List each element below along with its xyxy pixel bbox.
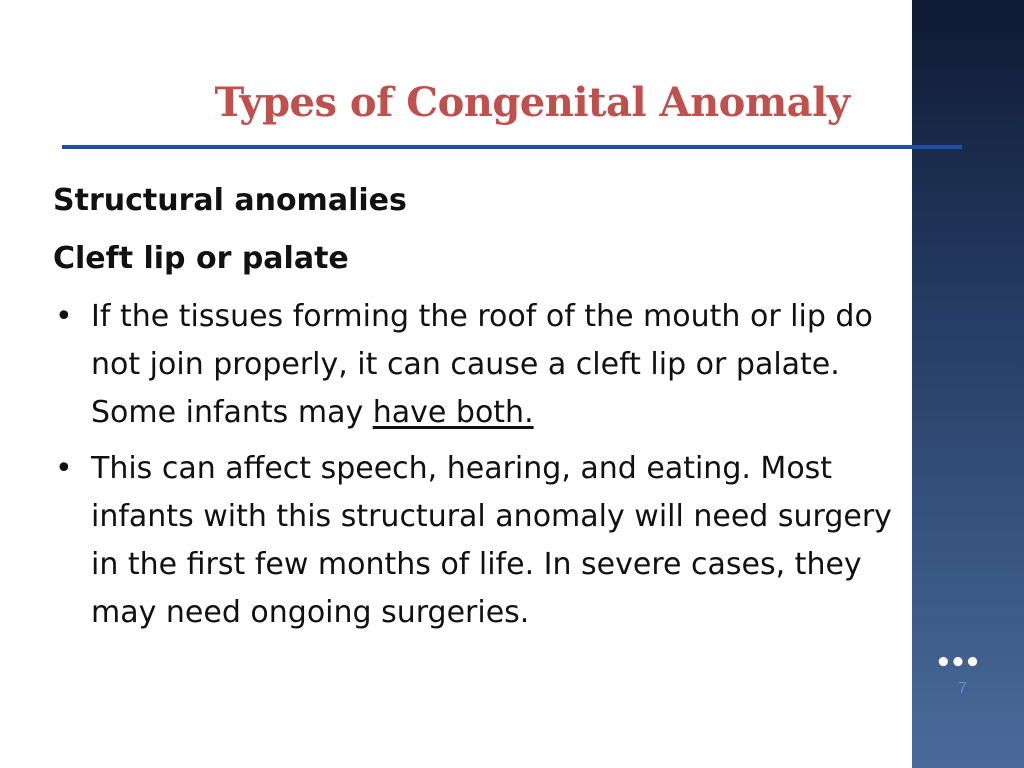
subsection-heading: Cleft lip or palate: [53, 241, 349, 276]
slide-body: [53, 177, 903, 645]
bullet-text: This can affect speech, hearing, and eating. Most infants with this structural anomaly will need surgery in the first few months of life. In severe cases, they may need ongoing surgeries.: [91, 451, 892, 630]
bullet-list: [53, 293, 903, 637]
bullet-item: [53, 293, 903, 437]
bullet-icon: •: [55, 299, 73, 334]
title-divider: [62, 145, 962, 149]
page-number: 7: [958, 680, 967, 697]
bullet-text: If the tissues forming the roof of the mouth or lip do not join properly, it can cause a cleft lip or palate. Some infants may: [91, 299, 873, 430]
slide-title: Types of Congenital Anomaly: [214, 79, 850, 126]
bullet-icon: •: [55, 451, 73, 486]
underlined-text: have both.: [372, 395, 534, 430]
bullet-item: [53, 445, 903, 637]
more-dots-icon: •••: [935, 648, 979, 678]
section-heading: Structural anomalies: [53, 183, 407, 218]
